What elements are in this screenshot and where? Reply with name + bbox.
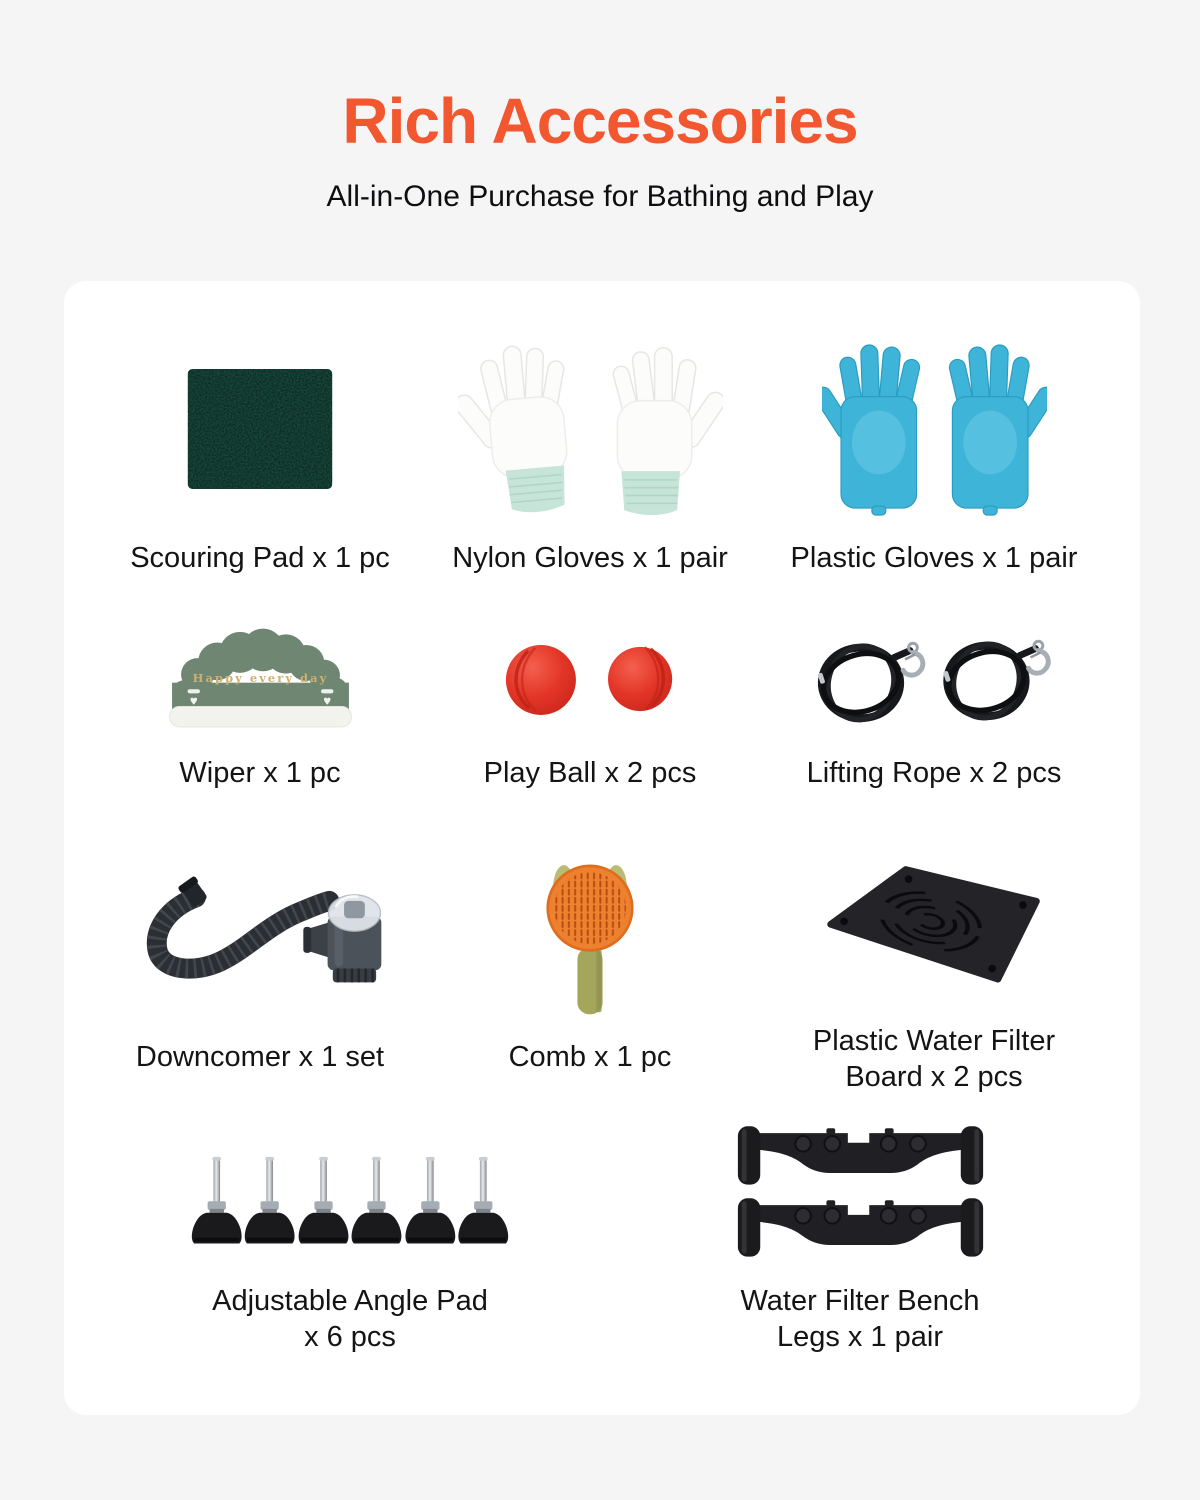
plastic-gloves-image bbox=[764, 330, 1104, 540]
wiper-image bbox=[100, 615, 420, 755]
accessory-cell-play-ball bbox=[430, 615, 750, 791]
accessory-cell-comb bbox=[430, 845, 750, 1075]
accessory-cell-bench-legs bbox=[660, 1110, 1060, 1355]
downcomer-image bbox=[100, 845, 420, 1039]
accessory-cell-plastic-gloves bbox=[764, 330, 1104, 576]
header bbox=[0, 0, 1200, 214]
comb-image bbox=[430, 845, 750, 1039]
scouring-pad-label: Scouring Pad x 1 pc bbox=[130, 542, 390, 574]
adjustable-angle-pad-image bbox=[120, 1140, 580, 1283]
accessory-cell-lifting-rope bbox=[764, 615, 1104, 791]
accessory-cell-nylon-gloves bbox=[430, 330, 750, 576]
downcomer-label: Downcomer x 1 set bbox=[135, 1041, 385, 1073]
bench-legs-label-line2: Legs x 1 pair bbox=[776, 1321, 944, 1353]
water-filter-board-label-line2: Board x 2 pcs bbox=[845, 1061, 1023, 1093]
accessory-cell-downcomer bbox=[100, 845, 420, 1075]
comb-label: Comb x 1 pc bbox=[508, 1041, 672, 1073]
accessories-card bbox=[64, 281, 1140, 1415]
water-filter-board-image bbox=[764, 830, 1104, 1023]
nylon-gloves-label: Nylon Gloves x 1 pair bbox=[452, 542, 728, 574]
lifting-rope-image bbox=[764, 615, 1104, 755]
accessory-cell-scouring-pad bbox=[100, 330, 420, 576]
adjustable-angle-pad-label-line1: Adjustable Angle Pad bbox=[212, 1285, 488, 1317]
water-filter-board-label-line1: Plastic Water Filter bbox=[812, 1025, 1056, 1057]
scouring-pad-image bbox=[100, 330, 420, 540]
wiper-engraving-text: Happy every day bbox=[192, 670, 328, 685]
accessory-cell-water-filter-board bbox=[764, 830, 1104, 1095]
bench-legs-image bbox=[660, 1110, 1060, 1283]
accessory-cell-adjustable-angle-pad bbox=[120, 1140, 580, 1355]
play-ball-image bbox=[430, 615, 750, 755]
wiper-label: Wiper x 1 pc bbox=[179, 757, 341, 789]
play-ball-label: Play Ball x 2 pcs bbox=[483, 757, 697, 789]
page-subtitle: All-in-One Purchase for Bathing and Play bbox=[326, 180, 874, 213]
adjustable-angle-pad-label-line2: x 6 pcs bbox=[304, 1321, 396, 1353]
bench-legs-label-line1: Water Filter Bench bbox=[740, 1285, 980, 1317]
plastic-gloves-label: Plastic Gloves x 1 pair bbox=[790, 542, 1078, 574]
page-title: Rich Accessories bbox=[342, 85, 858, 157]
lifting-rope-label: Lifting Rope x 2 pcs bbox=[806, 757, 1062, 789]
accessory-cell-wiper bbox=[100, 615, 420, 791]
nylon-gloves-image bbox=[430, 330, 750, 540]
